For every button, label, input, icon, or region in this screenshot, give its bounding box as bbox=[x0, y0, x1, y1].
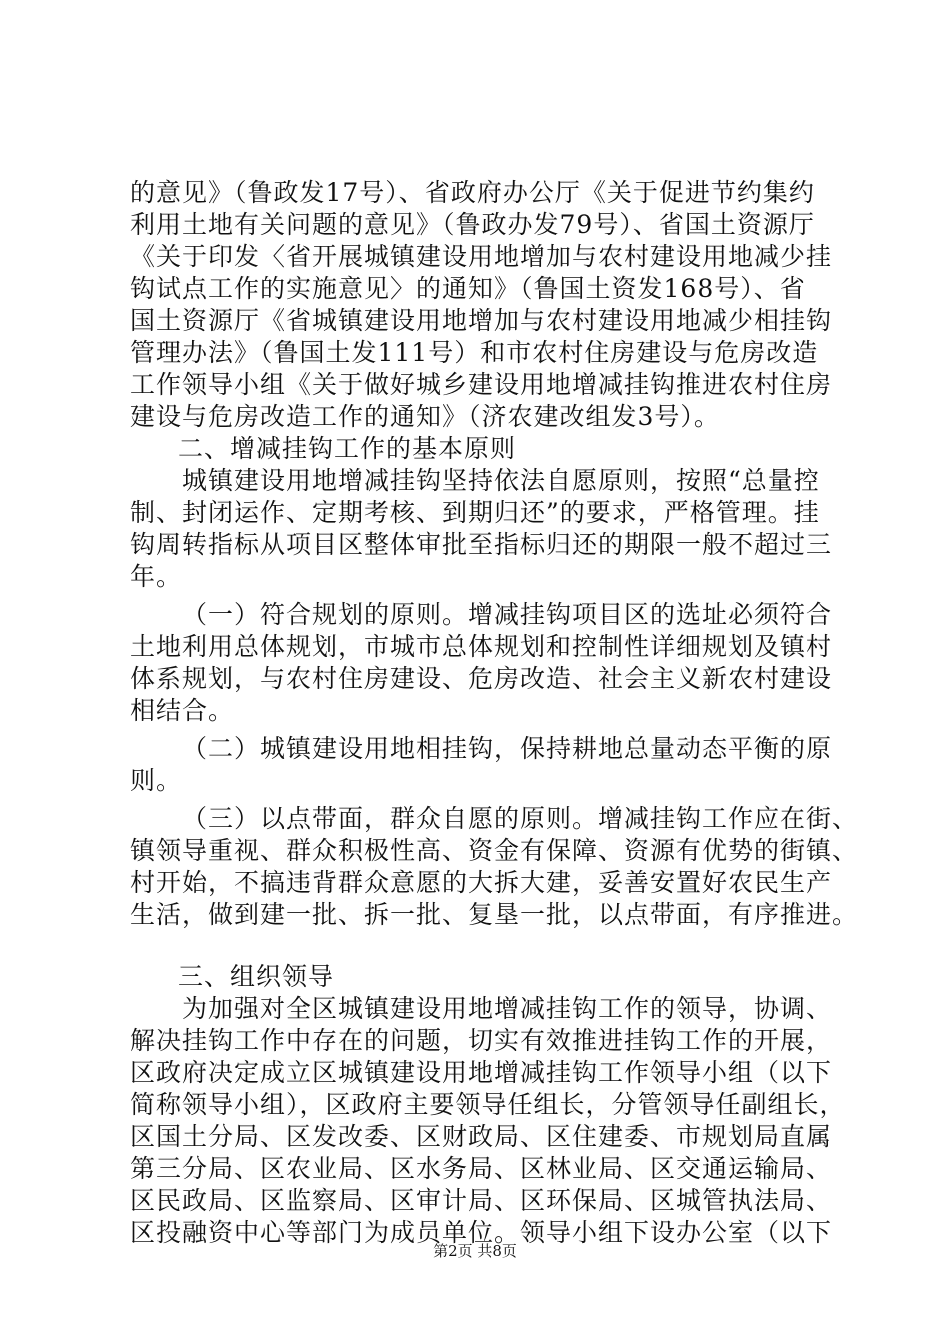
paragraph-line: 区投融资中心等部门为成员单位。领导小组下设办公室（以下 bbox=[130, 1218, 833, 1247]
paragraph-line: （三）以点带面，群众自愿的原则。增减挂钩工作应在街、 bbox=[182, 804, 859, 833]
paragraph-line: 《关于印发〈省开展城镇建设用地增加与农村建设用地减少挂 bbox=[130, 242, 833, 271]
paragraph-line: 为加强对全区城镇建设用地增减挂钩工作的领导，协调、 bbox=[182, 994, 833, 1023]
paragraph-line: 生活，做到建一批、拆一批、复垦一批，以点带面，有序推进。 bbox=[130, 900, 859, 929]
paragraph-line: 管理办法》（鲁国土发111号）和市农村住房建设与危房改造 bbox=[130, 338, 819, 367]
paragraph-line: 的意见》（鲁政发17号）、省政府办公厅《关于促进节约集约 bbox=[130, 178, 815, 207]
paragraph-line: 区政府决定成立区城镇建设用地增减挂钩工作领导小组（以下 bbox=[130, 1058, 833, 1087]
paragraph-line: 则。 bbox=[130, 766, 183, 795]
paragraph-line: 年。 bbox=[130, 562, 183, 591]
paragraph-line: 区国土分局、区发改委、区财政局、区住建委、市规划局直属 bbox=[130, 1122, 833, 1151]
paragraph-line: 区民政局、区监察局、区审计局、区环保局、区城管执法局、 bbox=[130, 1186, 833, 1215]
page-number-footer: 第2页 共8页 bbox=[433, 1242, 517, 1260]
paragraph-line: 城镇建设用地增减挂钩坚持依法自愿原则，按照“总量控 bbox=[182, 466, 820, 495]
paragraph-line: 简称领导小组），区政府主要领导任组长，分管领导任副组长， bbox=[130, 1090, 846, 1119]
section-heading: 三、组织领导 bbox=[178, 962, 335, 991]
paragraph-line: 利用土地有关问题的意见》（鲁政办发79号）、省国土资源厅 bbox=[130, 210, 815, 239]
paragraph-line: 体系规划，与农村住房建设、危房改造、社会主义新农村建设 bbox=[130, 664, 833, 693]
paragraph-line: 解决挂钩工作中存在的问题，切实有效推进挂钩工作的开展， bbox=[130, 1026, 833, 1055]
paragraph-line: 工作领导小组《关于做好城乡建设用地增减挂钩推进农村住房 bbox=[130, 370, 833, 399]
paragraph-line: 制、封闭运作、定期考核、到期归还”的要求，严格管理。挂 bbox=[130, 498, 820, 527]
paragraph-line: 土地利用总体规划，市城市总体规划和控制性详细规划及镇村 bbox=[130, 632, 833, 661]
paragraph-line: 钩试点工作的实施意见〉的通知》（鲁国土资发168号）、省 bbox=[130, 274, 806, 303]
paragraph-line: 相结合。 bbox=[130, 696, 235, 725]
paragraph-line: 建设与危房改造工作的通知》（济农建改组发3号）。 bbox=[130, 402, 720, 431]
paragraph-line: 钩周转指标从项目区整体审批至指标归还的期限一般不超过三 bbox=[130, 530, 833, 559]
paragraph-line: 第三分局、区农业局、区水务局、区林业局、区交通运输局、 bbox=[130, 1154, 833, 1183]
paragraph-line: 村开始，不搞违背群众意愿的大拆大建，妥善安置好农民生产 bbox=[130, 868, 833, 897]
paragraph-line: 镇领导重视、群众积极性高、资金有保障、资源有优势的街镇、 bbox=[130, 836, 859, 865]
paragraph-line: 国土资源厅《省城镇建设用地增加与农村建设用地减少相挂钩 bbox=[130, 306, 833, 335]
section-heading: 二、增减挂钩工作的基本原则 bbox=[178, 434, 517, 463]
paragraph-line: （一）符合规划的原则。增减挂钩项目区的选址必须符合 bbox=[182, 600, 833, 629]
paragraph-line: （二）城镇建设用地相挂钩，保持耕地总量动态平衡的原 bbox=[182, 734, 833, 763]
